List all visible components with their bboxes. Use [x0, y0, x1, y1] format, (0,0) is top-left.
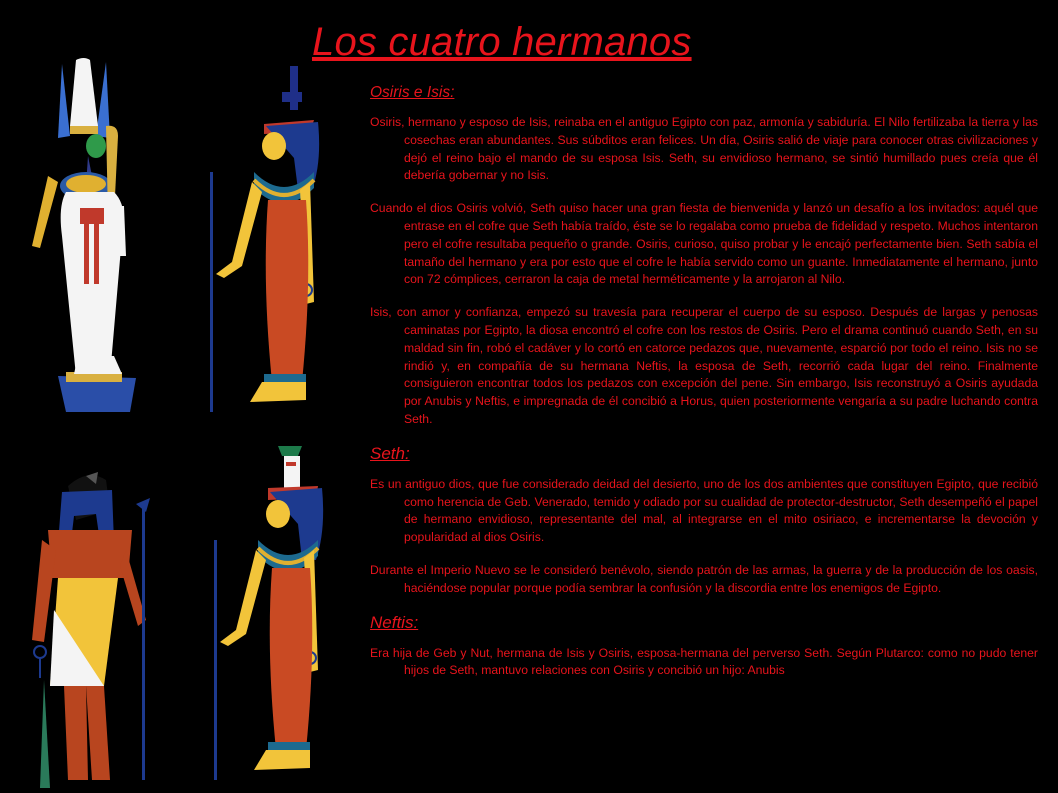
section-heading: Osiris e Isis: — [370, 84, 455, 101]
section-neftis — [370, 613, 1038, 681]
isis-figure — [202, 62, 342, 418]
page-title: Los cuatro hermanos — [312, 20, 692, 64]
paragraph: Era hija de Geb y Nut, hermana de Isis y Osiris, esposa-hermana del perverso Seth. Según Plutarco: como no pudo tener hijos de Seth, mantuvo relaciones con Osiris y concibió un hijo: Anubis — [370, 645, 1038, 678]
paragraph: Cuando el dios Osiris volvió, Seth quiso hacer una gran fiesta de bienvenida y lanzó un desafío a los invitados: aquél que entrase en el cofre que Seth había traído, éste se lo regalaba como prueba de fidelidad y respeto. Muchos intentaron pero el cofre resultaba pequeño o grande. Osiris, curioso, quiso probar y le encajó perfectamente bien. Seth sabía el tamaño del hermano y era por esto que el cofre le había servido como un guante. Inmediatamente el hermano, junto con 72 cómplices, cerraron la caja de metal herméticamente y la arrojaron al Nilo. — [370, 201, 1038, 287]
section-seth — [370, 444, 1038, 598]
section-heading: Neftis: — [370, 612, 419, 632]
neftis-figure — [206, 444, 346, 788]
section-osiris-isis — [370, 84, 1038, 429]
paragraph: Osiris, hermano y esposo de Isis, reinaba en el antiguo Egipto con paz, armonía y sabiduría. El Nilo fertilizaba la tierra y las cosechas eran abundantes. Sus súbditos eran felices. Un día, Osiris salió de viaje para conocer otras civilizaciones y dejó el reino bajo el mando de su esposa Isis. Seth, su envidioso hermano, se sintió humillado pues creía que él debería gobernar y no Isis. — [370, 115, 1038, 183]
osiris-figure — [18, 56, 148, 416]
main-text-column — [370, 84, 1038, 695]
paragraph: Durante el Imperio Nuevo se le consideró benévolo, siendo patrón de las armas, la guerra y de la producción de los oasis, haciéndose popular porque podía sembrar la confusión y la discordia entre los enemigos de Egipto. — [370, 562, 1038, 595]
paragraph: Isis, con amor y confianza, empezó su travesía para recuperar el cuerpo de su esposo. Después de largas y penosas caminatas por Egipto, la diosa encontró el cofre con los restos de Osiris. Pero el drama continuó cuando Seth, en su maldad sin fin, robó el cadáver y lo cortó en catorce pedazos que, nuevamente, esparció por todo el reino. Isis no se rindió y, en compañía de su hermana Neftis, la esposa de Seth, recorrió cada lugar del reino. Finalmente consiguieron encontrar todos los pedazos con excepción del pene. Sin embargo, Isis reconstruyó a Osiris ayudada por Anubis y Neftis, e impregnada de él concibió a Horus, quien posteriormente vengaría a su padre luchando contra Seth. — [370, 305, 1038, 426]
section-heading: Seth: — [370, 443, 410, 463]
seth-figure — [28, 470, 168, 788]
paragraph: Es un antiguo dios, que fue considerado deidad del desierto, uno de los dos ambientes que constituyen Egipto, que recibió como herencia de Geb. Venerado, temido y odiado por su cualidad de protector-destructor, Seth desempeñó el papel de hermano envidioso, representante del mal, al integrarse en el mito osiriaco, e incrementarse la devoción y popularidad al dios Osiris. — [370, 476, 1038, 545]
